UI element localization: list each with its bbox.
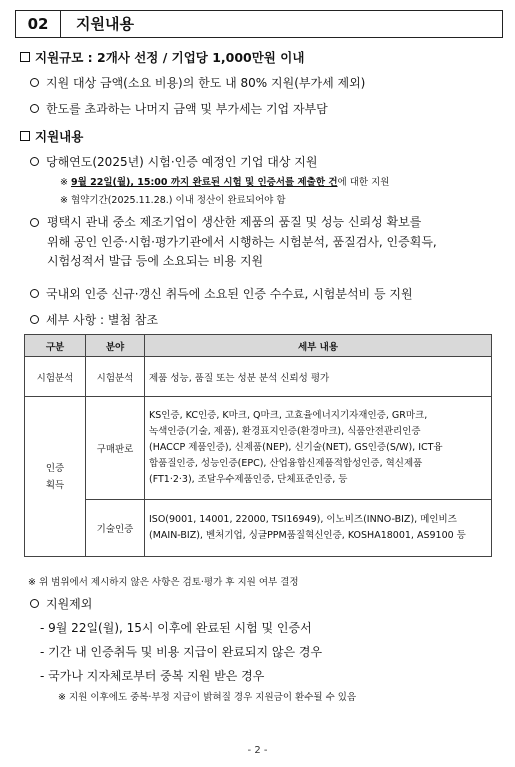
table-note: ※ 위 범위에서 제시하지 않은 사항은 검토·평가 후 지원 여부 결정 xyxy=(28,577,299,588)
circle-bullet-icon xyxy=(30,104,39,113)
circle-bullet-icon xyxy=(30,78,39,87)
table-header-cell: 분야 xyxy=(86,335,145,357)
content-item-paragraph: 평택시 관내 중소 제조기업이 생산한 제품의 품질 및 성능 신뢰성 확보를 위해 공인 인증·시험·평가기관에서 시행하는 시험분석, 품질검사, 인증획득, 시험성적서 발급 등에 소요되는 비용 지원 xyxy=(47,215,437,268)
exclusion-item: - 9월 22일(월), 15시 이후에 완료된 시험 및 인증서 xyxy=(40,621,312,635)
content-item: 세부 사항 : 별첨 참조 xyxy=(30,311,158,328)
exclusion-item: - 기간 내 인증취득 및 비용 지급이 완료되지 않은 경우 xyxy=(40,645,323,659)
section-title: 지원내용 xyxy=(76,15,134,33)
table-cell-category: 시험분석 xyxy=(25,357,86,397)
circle-bullet-icon xyxy=(30,599,39,608)
table-header-cell: 구분 xyxy=(25,335,86,357)
scale-item: 지원 대상 금액(소요 비용)의 한도 내 80% 지원(부가세 제외) xyxy=(30,74,365,91)
content-item: 국내외 인증 신규·갱신 취득에 소요된 인증 수수료, 시험분석비 등 지원 xyxy=(30,285,413,302)
table-row xyxy=(25,357,492,397)
circle-bullet-icon xyxy=(30,218,39,227)
support-detail-table xyxy=(24,334,492,557)
square-bullet-icon xyxy=(20,52,30,62)
table-cell-field: 구매판로 xyxy=(86,397,145,500)
table-cell-field: 기술인증 xyxy=(86,500,145,557)
circle-bullet-icon xyxy=(30,315,39,324)
table-header-row xyxy=(25,335,492,357)
table-cell-detail: ISO(9001, 14001, 22000, TSI16949), 이노비즈(INNO-BIZ), 메인비즈 (MAIN-BIZ), 벤처기업, 싱글PPM품질혁신인증, KOSHA18001, AS9100 등 xyxy=(145,500,492,557)
circle-bullet-icon xyxy=(30,157,39,166)
circle-bullet-icon xyxy=(30,289,39,298)
exclusion-heading-row xyxy=(30,595,92,612)
square-bullet-icon xyxy=(20,131,30,141)
section-number: 02 xyxy=(16,11,61,37)
table-cell-detail: KS인증, KC인증, K마크, Q마크, 고효율에너지기자재인증, GR마크, 녹색인증(기술, 제품), 환경표지인증(환경마크), 식품안전관리인증 (HACCP 제품인증), 신제품(NEP), 신기술(NET), GS인증(S/W), ICT융 합품질인증, 성능인증(EPC), 산업융합신제품적합성인증, 혁신제품 (FT1·2·3), 조달우수제품인증, 단체표준인증, 등 xyxy=(145,397,492,500)
content-heading-row xyxy=(20,127,83,145)
table-header-cell: 세부 내용 xyxy=(145,335,492,357)
table-cell-field: 시험분석 xyxy=(86,357,145,397)
scale-heading: 지원규모 : 2개사 선정 / 기업당 1,000만원 이내 xyxy=(35,50,305,65)
table-cell-category: 인증 획득 xyxy=(25,397,86,557)
content-item: 당해연도(2025년) 시험·인증 예정인 기업 대상 지원 xyxy=(30,153,317,170)
note-deadline: ※ 9월 22일(월), 15:00 까지 완료된 시험 및 인증서를 제출한 건에 대한 지원 xyxy=(60,177,390,188)
table-row xyxy=(25,397,492,500)
exclusion-heading: 지원제외 xyxy=(46,597,93,611)
content-item-bullet xyxy=(30,216,46,230)
scale-item: 한도를 초과하는 나머지 금액 및 부가세는 기업 자부담 xyxy=(30,100,328,117)
content-heading: 지원내용 xyxy=(35,129,84,144)
section-header xyxy=(15,10,503,38)
page-number: - 2 - xyxy=(247,745,268,756)
exclusion-note: ※ 지원 이후에도 중복·부정 지급이 밝혀질 경우 지원금이 환수될 수 있음 xyxy=(58,692,357,703)
scale-heading-row xyxy=(20,48,304,66)
note-agreement: ※ 협약기간(2025.11.28.) 이내 정산이 완료되어야 함 xyxy=(60,195,286,206)
table-row xyxy=(25,500,492,557)
table-cell-detail: 제품 성능, 품질 또는 성분 분석 신뢰성 평가 xyxy=(145,357,492,397)
exclusion-item: - 국가나 지자체로부터 중복 지원 받은 경우 xyxy=(40,669,265,683)
